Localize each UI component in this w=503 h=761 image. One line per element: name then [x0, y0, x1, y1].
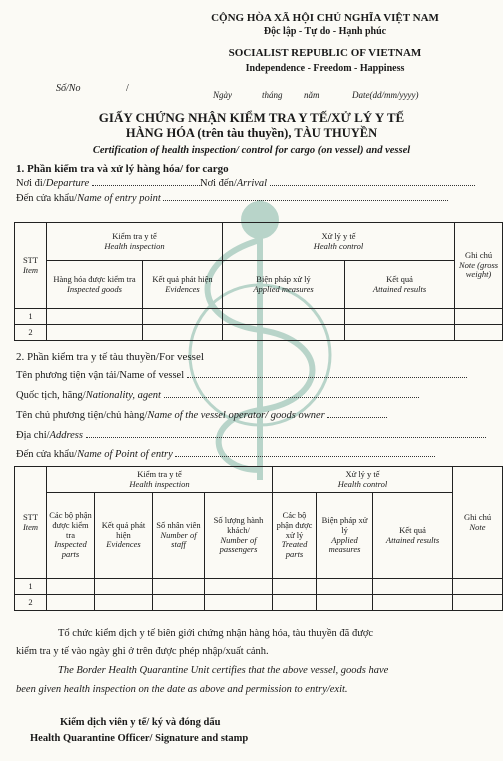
nationality-label: Quốc tịch, hãng/	[16, 390, 86, 401]
vessel-cell[interactable]	[153, 595, 205, 611]
table-row	[15, 325, 503, 341]
vessel-cell[interactable]	[273, 595, 317, 611]
entry-label-en: Name of Point of entry	[77, 449, 173, 460]
entry-point-label: Đến cửa khẩu/	[16, 193, 78, 204]
cargo-cell[interactable]	[345, 325, 455, 341]
table-row	[15, 579, 503, 595]
cargo-note-header: Ghi chú Note (gross weight)	[455, 223, 503, 309]
entry-point-field[interactable]	[163, 200, 448, 201]
address-label-en: Address	[49, 430, 83, 441]
vessel-treated-header: Các bộ phận được xử lý Treated parts	[273, 493, 317, 579]
entry-line	[16, 449, 435, 460]
certificate-title-english: Certification of health inspection/ control for cargo (on vessel) and vessel	[92, 145, 411, 156]
arrival-line	[200, 178, 475, 189]
cargo-inspection-header: Kiểm tra y tế Health inspection	[47, 223, 223, 261]
vessel-cell[interactable]	[317, 595, 373, 611]
address-field[interactable]	[86, 437, 486, 438]
departure-line	[16, 178, 202, 189]
nationality-line	[16, 390, 419, 401]
vn-country-name: CỘNG HÒA XÃ HỘI CHỦ NGHĨA VIỆT NAM	[211, 12, 439, 24]
cargo-control-header: Xử lý y tế Health control	[223, 223, 455, 261]
vn-motto: Độc lập - Tự do - Hạnh phúc	[263, 26, 387, 37]
vessel-cell[interactable]	[95, 579, 153, 595]
entry-point-label-en: Name of entry point	[77, 193, 161, 204]
date-year-label: năm	[304, 90, 320, 100]
cargo-evidence-header: Kết quả phát hiện Evidences	[143, 261, 223, 309]
certificate-subtitle: HÀNG HÓA (trên tàu thuyền), TÀU THUYỀN	[125, 126, 378, 140]
cargo-goods-header: Hàng hóa được kiểm tra Inspected goods	[47, 261, 143, 309]
cargo-cell[interactable]	[455, 325, 503, 341]
vessel-note-header: Ghi chú Note	[453, 467, 503, 579]
document-number-label: Số/No	[56, 83, 81, 94]
operator-label: Tên chủ phương tiện/chủ hàng/	[16, 410, 148, 421]
vessel-row-number: 2	[15, 595, 47, 611]
cargo-cell[interactable]	[223, 325, 345, 341]
departure-label: Nơi đi/	[16, 178, 46, 189]
vessel-cell[interactable]	[317, 579, 373, 595]
cargo-row-number: 2	[15, 325, 47, 341]
cargo-cell[interactable]	[345, 309, 455, 325]
vessel-results-header: Kết quả Attained results	[373, 493, 453, 579]
entry-field[interactable]	[175, 456, 435, 457]
operator-label-en: Name of the vessel operator/ goods owner	[147, 410, 325, 421]
certify-vn-line2: kiểm tra y tế vào ngày ghi ở trên được phép nhập/xuất cảnh.	[16, 646, 269, 657]
signature-label-vn: Kiểm dịch viên y tế/ ký và đóng dấu	[60, 717, 221, 728]
certificate-title: GIẤY CHỨNG NHẬN KIỂM TRA Y TẾ/XỬ LÝ Y TẾ	[98, 110, 405, 125]
cargo-cell[interactable]	[143, 309, 223, 325]
cargo-measures-header: Biện pháp xử lý Applied measures	[223, 261, 345, 309]
vessel-cell[interactable]	[373, 595, 453, 611]
vessel-cell[interactable]	[153, 579, 205, 595]
operator-line	[16, 410, 387, 421]
vessel-control-header: Xử lý y tế Health control	[273, 467, 453, 493]
vessel-cell[interactable]	[47, 579, 95, 595]
cargo-cell[interactable]	[47, 325, 143, 341]
vessel-name-label: Tên phương tiện vận tải/Name of vessel	[16, 370, 185, 381]
entry-label: Đến cửa khẩu/	[16, 449, 78, 460]
vessel-staff-header: Số nhân viên Number of staff	[153, 493, 205, 579]
nationality-label-en: Nationality, agent	[85, 390, 161, 401]
vessel-cell[interactable]	[95, 595, 153, 611]
cargo-stt-header: STT Item	[15, 223, 47, 309]
cargo-results-header: Kết quả Attained results	[345, 261, 455, 309]
table-row	[15, 595, 503, 611]
arrival-field[interactable]	[270, 185, 475, 186]
address-line	[16, 430, 486, 441]
departure-label-en: Departure	[45, 178, 90, 189]
vessel-name-line	[16, 370, 467, 381]
date-format-label: Date(dd/mm/yyyy)	[352, 90, 419, 100]
vessel-cell[interactable]	[373, 579, 453, 595]
vessel-table	[14, 466, 503, 611]
nationality-field[interactable]	[164, 397, 419, 398]
vessel-cell[interactable]	[47, 595, 95, 611]
section2-heading: 2. Phần kiểm tra y tế tàu thuyền/For vessel	[16, 351, 204, 363]
vessel-evidence-header: Kết quả phát hiện Evidences	[95, 493, 153, 579]
vessel-cell[interactable]	[453, 595, 503, 611]
cargo-cell[interactable]	[143, 325, 223, 341]
cargo-cell[interactable]	[455, 309, 503, 325]
operator-field[interactable]	[327, 417, 387, 418]
date-month-label: tháng	[262, 90, 283, 100]
certify-vn-line1: Tổ chức kiểm dịch y tế biên giới chứng nhận hàng hóa, tàu thuyền đã được	[58, 628, 374, 639]
vessel-stt-header: STT Item	[15, 467, 47, 579]
signature-label-en: Health Quarantine Officer/ Signature and stamp	[30, 733, 249, 744]
vessel-row-number: 1	[15, 579, 47, 595]
vessel-cell[interactable]	[205, 579, 273, 595]
vessel-passengers-header: Số lượng hành khách/ Number of passengers	[205, 493, 273, 579]
cargo-row-number: 1	[15, 309, 47, 325]
en-motto: Independence - Freedom - Happiness	[245, 63, 405, 74]
document-number-slash: /	[126, 83, 129, 94]
section1-heading: 1. Phần kiểm tra và xử lý hàng hóa/ for cargo	[16, 163, 229, 175]
vessel-inspection-header: Kiểm tra y tế Health inspection	[47, 467, 273, 493]
certify-en-line2: been given health inspection on the date as above and permission to entry/exit.	[16, 684, 348, 695]
arrival-label: Nơi đến/	[200, 178, 237, 189]
table-row	[15, 309, 503, 325]
cargo-table	[14, 222, 503, 341]
date-day-label: Ngày	[213, 90, 232, 100]
cargo-cell[interactable]	[47, 309, 143, 325]
arrival-label-en: Arrival	[236, 178, 268, 189]
en-country-name: SOCIALIST REPUBLIC OF VIETNAM	[228, 47, 422, 59]
entry-point-line	[16, 193, 448, 204]
departure-field[interactable]	[92, 185, 202, 186]
address-label: Địa chỉ/	[16, 430, 50, 441]
vessel-name-field[interactable]	[187, 377, 467, 378]
vessel-cell[interactable]	[453, 579, 503, 595]
vessel-measures-header: Biện pháp xử lý Applied measures	[317, 493, 373, 579]
cargo-cell[interactable]	[223, 309, 345, 325]
vessel-cell[interactable]	[205, 595, 273, 611]
certify-en-line1: The Border Health Quarantine Unit certifies that the above vessel, goods have	[58, 665, 389, 676]
vessel-parts-header: Các bộ phận được kiểm tra Inspected parts	[47, 493, 95, 579]
vessel-cell[interactable]	[273, 579, 317, 595]
